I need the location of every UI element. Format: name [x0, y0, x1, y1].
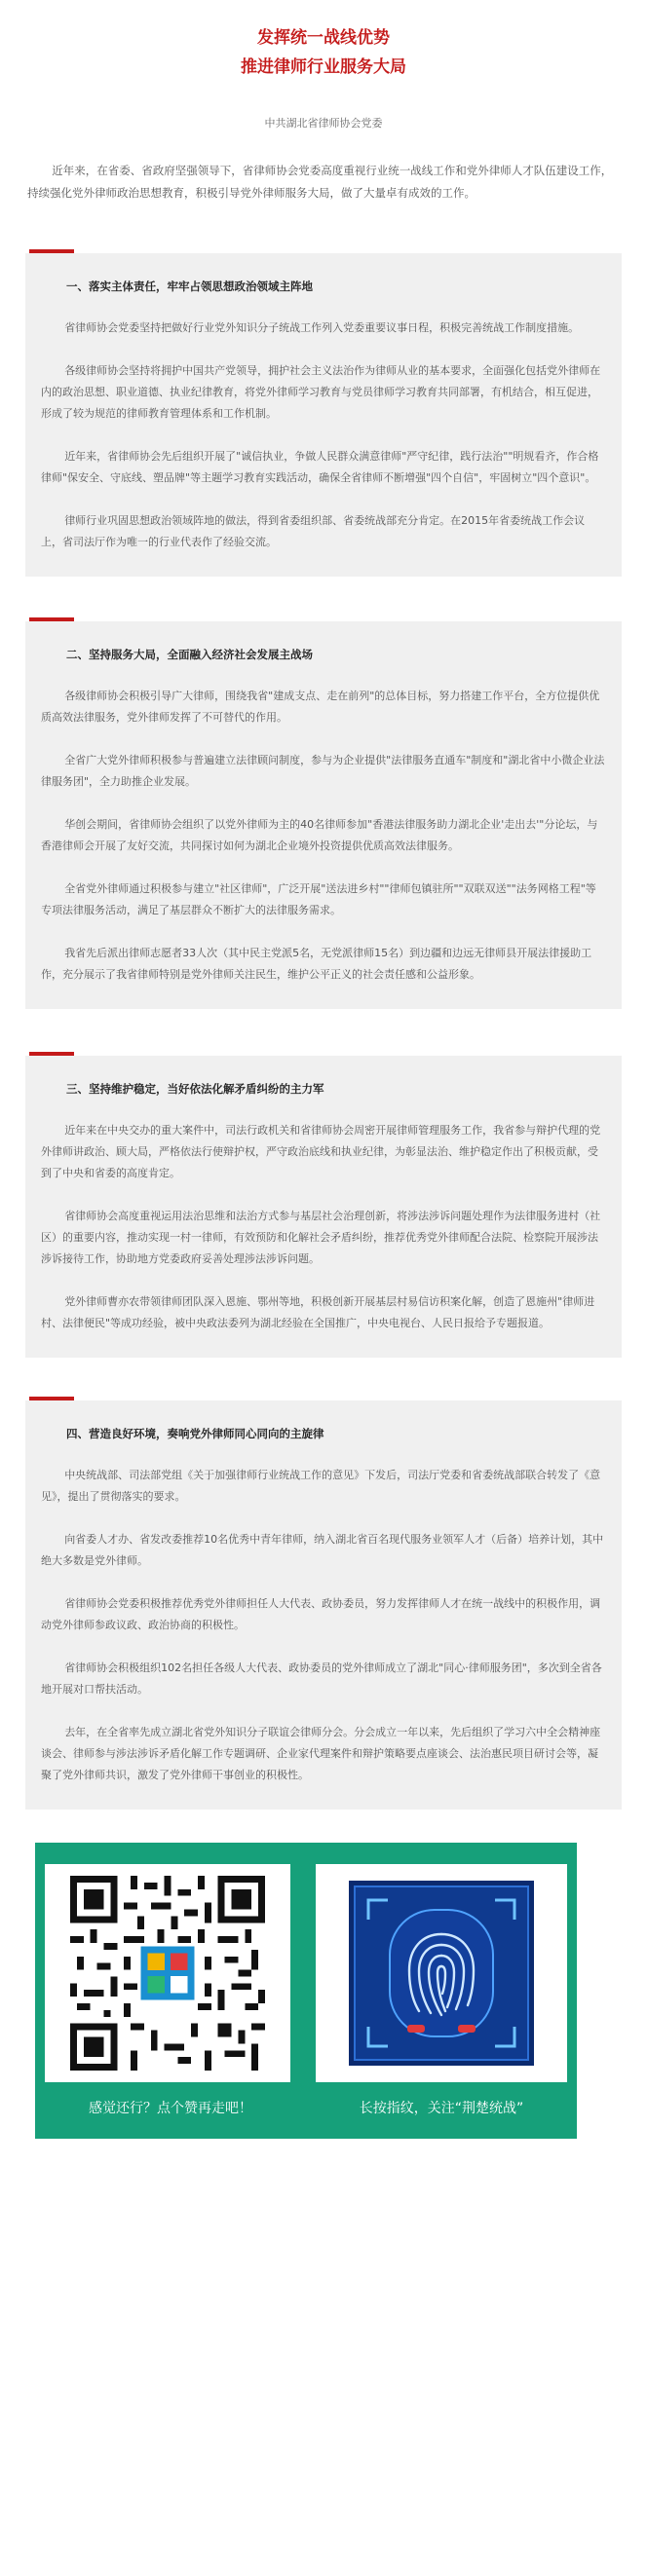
paragraph: 省律师协会积极组织102名担任各级人大代表、政协委员的党外律师成立了湖北"同心·律师服务团"，多次到全省各地开展对口帮扶活动。 [41, 1661, 602, 1696]
article-title-line-2: 推进律师行业服务大局 [241, 57, 406, 77]
qr-code-icon [70, 1876, 265, 2071]
follow-card [35, 1843, 577, 2139]
paragraph: 我省先后派出律师志愿者33人次（其中民主党派5名，无党派律师15名）到边疆和边远无律师县开展法律援助工作，充分展示了我省律师特别是党外律师关注民生，维护公平正义的社会责任感和公益形象。 [41, 947, 592, 981]
paragraph: 向省委人才办、省发改委推荐10名优秀中青年律师，纳入湖北省百名现代服务业领军人才（后备）培养计划，其中绝大多数是党外律师。 [41, 1533, 604, 1567]
paragraph: 全省党外律师通过积极参与建立"社区律师"，广泛开展"送法进乡村""律师包镇驻所""双联双送""法务网格工程"等专项法律服务活动，满足了基层群众不断扩大的法律服务需求。 [41, 882, 596, 916]
section-1 [25, 249, 622, 577]
paragraph: 律师行业巩固思想政治领域阵地的做法，得到省委组织部、省委统战部充分肯定。在2015年省委统战工作会议上，省司法厅作为唯一的行业代表作了经验交流。 [41, 514, 586, 548]
qr-code[interactable] [45, 1864, 290, 2082]
section-heading: 四、营造良好环境，奏响党外律师同心同向的主旋律 [66, 1427, 324, 1440]
like-caption: 感觉还行？点个赞再走吧！ [89, 2101, 252, 2116]
paragraph: 去年，在全省率先成立湖北省党外知识分子联谊会律师分会。分会成立一年以来，先后组织了学习六中全会精神座谈会、律师参与涉法涉诉矛盾化解工作专题调研、企业家代理案件和辩护策略要点座谈会、法治惠民项目研讨会等，凝聚了党外律师共识，激发了党外律师干事创业的积极性。 [41, 1726, 601, 1781]
paragraph: 省律师协会高度重视运用法治思维和法治方式参与基层社会治理创新，将涉法涉诉问题处理作为法律服务进村（社区）的重要内容，推动实现一村一律师，有效预防和化解社会矛盾纠纷，推荐优秀党外律师配合法院、检察院开展涉法涉诉接待工作，协助地方党委政府妥善处理涉法涉诉问题。 [41, 1210, 601, 1265]
article-header [25, 0, 622, 131]
section-heading: 二、坚持服务大局，全面融入经济社会发展主战场 [66, 648, 313, 661]
paragraph: 中央统战部、司法部党组《关于加强律师行业统战工作的意见》下发后，司法厅党委和省委统战部联合转发了《意见》，提出了贯彻落实的要求。 [41, 1469, 601, 1503]
section-2 [25, 617, 622, 1009]
section-heading: 一、落实主体责任，牢牢占领思想政治领域主阵地 [66, 280, 313, 293]
paragraph: 近年来在中央交办的重大案件中，司法行政机关和省律师协会周密开展律师管理服务工作，我省参与辩护代理的党外律师讲政治、顾大局，严格依法行使辩护权，严守政治底线和执业纪律，为彰显法治、维护稳定作出了积极贡献，受到了中央和省委的高度肯定。 [41, 1124, 601, 1179]
section-3 [25, 1052, 622, 1358]
section-heading: 三、坚持维护稳定，当好依法化解矛盾纠纷的主力军 [66, 1082, 324, 1096]
section-4 [25, 1397, 622, 1810]
paragraph: 省律师协会党委积极推荐优秀党外律师担任人大代表、政协委员，努力发挥律师人才在统一战线中的积极作用，调动党外律师参政议政、政治协商的积极性。 [41, 1597, 601, 1631]
article-author: 中共湖北省律师协会党委 [264, 117, 383, 130]
paragraph: 华创会期间，省律师协会组织了以党外律师为主的40名律师参加"香港法律服务助力湖北企业'走出去'"分论坛，与香港律师会开展了友好交流，共同探讨如何为湖北企业境外投资提供优质高效法律服务。 [41, 818, 598, 852]
article-title-line-1: 发挥统一战线优势 [257, 28, 390, 48]
paragraph: 省律师协会党委坚持把做好行业党外知识分子统战工作列入党委重要议事日程，积极完善统战工作制度措施。 [64, 321, 580, 334]
fingerprint-icon [349, 1881, 534, 2066]
section-box [25, 621, 622, 1009]
paragraph: 近年来，省律师协会先后组织开展了"诚信执业，争做人民群众满意律师"严守纪律，践行法治""明规看齐，作合格律师"保安全、守底线、塑品牌"等主题学习教育实践活动，确保全省律师不断增强"四个自信"，牢固树立"四个意识"。 [41, 450, 599, 484]
paragraph: 党外律师曹亦农带领律师团队深入恩施、鄂州等地，积极创新开展基层村易信访积案化解，创造了恩施州"律师进村、法律便民"等成功经验，被中央政法委列为湖北经验在全国推广，中央电视台、人民日报给予专题报道。 [41, 1295, 595, 1329]
paragraph: 全省广大党外律师积极参与普遍建立法律顾问制度，参与为企业提供"法律服务直通车"制度和"湖北省中小微企业法律服务团"，全力助推企业发展。 [41, 754, 605, 788]
paragraph: 各级律师协会坚持将拥护中国共产党领导，拥护社会主义法治作为律师从业的基本要求，全面强化包括党外律师在内的政治思想、职业道德、执业纪律教育，将党外律师学习教育与党员律师学习教育共同部署，有机结合，相互促进，形成了较为规范的律师教育管理体系和工作机制。 [41, 364, 601, 420]
follow-caption: 长按指纹，关注“荆楚统战” [359, 2101, 524, 2116]
section-box [25, 1056, 622, 1358]
intro-paragraph: 近年来，在省委、省政府坚强领导下，省律师协会党委高度重视行业统一战线工作和党外律师人才队伍建设工作，持续强化党外律师政治思想教育，积极引导党外律师服务大局，做了大量卓有成效的工作。 [27, 164, 613, 200]
section-box [25, 253, 622, 577]
paragraph: 各级律师协会积极引导广大律师，围绕我省"建成支点、走在前列"的总体目标，努力搭建工作平台，全方位提供优质高效法律服务，党外律师发挥了不可替代的作用。 [41, 690, 600, 724]
fingerprint-scanner[interactable] [316, 1864, 567, 2082]
section-box [25, 1400, 622, 1810]
